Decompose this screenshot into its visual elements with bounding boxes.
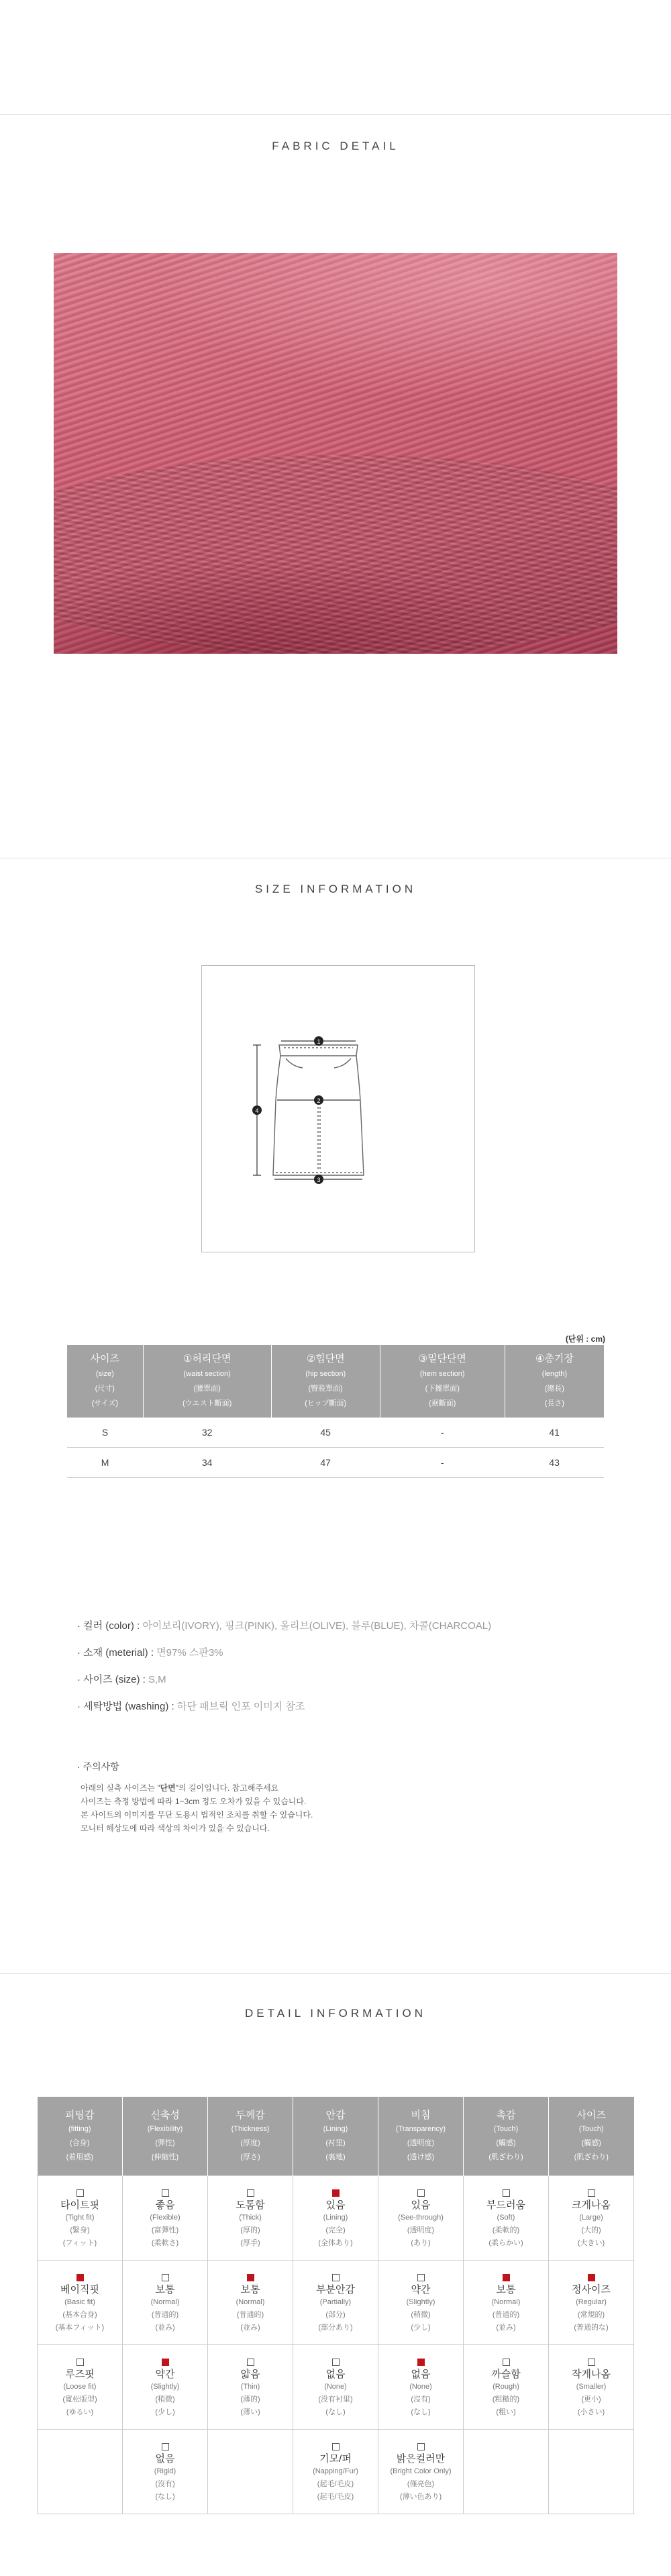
size-table-header <box>67 1345 604 1418</box>
detail-option: 부드러움 (Soft) (柔軟的) (柔らかい) <box>464 2176 549 2261</box>
detail-table-header <box>38 2097 634 2176</box>
header-cell: ②힙단면 (hip section) (臀股單面) (ヒップ斷面) <box>271 1345 380 1418</box>
detail-option: 얇음 (Thin) (薄的) (薄い) <box>208 2345 293 2430</box>
unit-label: (단위 : cm) <box>565 1334 605 1344</box>
notice-text: 아래의 실측 사이즈는 "단면"의 길이입니다. 참고해주세요 사이즈는 측정 방법에 따라 1~3cm 정도 오차가 있을 수 있습니다. 본 사이트의 이미지를 무단 도용시 법적인 조치를 취할 수 있습니다. 모니터 해상도에 따라 색상의 차이가 있을 수 있습니다. <box>81 1783 313 1833</box>
detail-option: 좋음 (Flexible) (富彈性) (柔軟さ) <box>123 2176 208 2261</box>
detail-option: 크게나옴 (Large) (大的) (大きい) <box>549 2176 634 2261</box>
checkbox-icon <box>588 2359 595 2366</box>
detail-option: 있음 (Lining) (完全) (全体あり) <box>293 2176 378 2261</box>
divider <box>0 1973 671 1974</box>
checked-box-icon <box>417 2359 425 2366</box>
checkbox-icon <box>76 2359 84 2366</box>
skirt-diagram-icon <box>202 966 474 1252</box>
table-row <box>38 2430 634 2514</box>
color-info: · 컬러 (color) : 아이보리(IVORY), 핑크(PINK), 올리브(OLIVE), 블루(BLUE), 차콜(CHARCOAL) <box>77 1620 492 1632</box>
detail-option: 약간 (Slightly) (稍微) (少し) <box>123 2345 208 2430</box>
svg-text:2: 2 <box>317 1097 321 1104</box>
header-cell: 촉감 (Touch) (觸感) (肌ざわり) <box>464 2097 549 2176</box>
detail-option: 보통 (Normal) (普通的) (並み) <box>464 2261 549 2345</box>
checked-box-icon <box>162 2359 169 2366</box>
header-cell: 두께감 (Thickness) (厚度) (厚さ) <box>208 2097 293 2176</box>
header-cell: ①허리단면 (waist section) (腰單面) (ウエスト斷面) <box>143 1345 271 1418</box>
detail-option: 베이직핏 (Basic fit) (基本合身) (基本フィット) <box>38 2261 123 2345</box>
svg-text:3: 3 <box>317 1177 321 1183</box>
header-cell: 사이즈 (Touch) (觸感) (肌ざわり) <box>549 2097 634 2176</box>
header-cell: 비침 (Transparency) (透明度) (透け感) <box>378 2097 464 2176</box>
table-row <box>38 2176 634 2261</box>
detail-option: 정사이즈 (Regular) (常規的) (普通的な) <box>549 2261 634 2345</box>
empty-cell <box>208 2430 293 2514</box>
detail-option: 타이트핏 (Tight fit) (緊身) (フィット) <box>38 2176 123 2261</box>
table-row: M 34 47 - 43 <box>67 1448 604 1478</box>
detail-option: 보통 (Normal) (普通的) (並み) <box>123 2261 208 2345</box>
svg-text:4: 4 <box>255 1107 259 1114</box>
detail-option: 까슬함 (Rough) (粗糙的) (粗い) <box>464 2345 549 2430</box>
checked-box-icon <box>503 2274 510 2281</box>
checkbox-icon <box>417 2274 425 2281</box>
detail-option: 루즈핏 (Loose fit) (寬松版型) (ゆるい) <box>38 2345 123 2430</box>
divider <box>0 114 671 115</box>
detail-option: 작게나옴 (Smaller) (更小) (小さい) <box>549 2345 634 2430</box>
checkbox-icon <box>503 2359 510 2366</box>
fabric-detail-title: FABRIC DETAIL <box>272 140 399 152</box>
checkbox-icon <box>162 2189 169 2197</box>
detail-option: 없음 (None) (没有衬里) (なし) <box>293 2345 378 2430</box>
notice-title: · 주의사항 <box>77 1761 119 1772</box>
checkbox-icon <box>162 2274 169 2281</box>
header-cell: ③밑단단면 (hem section) (下擺單面) (裾斷面) <box>380 1345 505 1418</box>
detail-option: 없음 (None) (沒有) (なし) <box>378 2345 464 2430</box>
detail-information-title: DETAIL INFORMATION <box>244 2007 427 2020</box>
table-row: S 32 45 - 41 <box>67 1418 604 1448</box>
header-cell: 피팅감 (fitting) (合身) (着用感) <box>38 2097 123 2176</box>
detail-option: 밝은컬러만 (Bright Color Only) (僅亮色) (薄い色あり) <box>378 2430 464 2514</box>
washing-info: · 세탁방법 (washing) : 하단 패브릭 인포 이미지 참조 <box>77 1701 305 1712</box>
detail-option: 부분안감 (Partially) (部分) (部分あり) <box>293 2261 378 2345</box>
header-cell: 신축성 (Flexibility) (彈性) (伸縮性) <box>123 2097 208 2176</box>
header-cell: ④총기장 (length) (總長) (長さ) <box>505 1345 604 1418</box>
size-diagram <box>201 965 475 1252</box>
empty-cell <box>549 2430 634 2514</box>
size-information-title: SIZE INFORMATION <box>254 883 417 895</box>
checkbox-icon <box>247 2189 254 2197</box>
checkbox-icon <box>417 2189 425 2197</box>
checkbox-icon <box>417 2443 425 2450</box>
detail-option: 기모/퍼 (Napping/Fur) (起毛/毛皮) (起毛/毛皮) <box>293 2430 378 2514</box>
detail-option: 약간 (Slightly) (稍微) (少し) <box>378 2261 464 2345</box>
checkbox-icon <box>247 2359 254 2366</box>
size-info: · 사이즈 (size) : S,M <box>77 1674 166 1685</box>
size-table <box>67 1345 604 1478</box>
checkbox-icon <box>162 2443 169 2450</box>
empty-cell <box>38 2430 123 2514</box>
checkbox-icon <box>503 2189 510 2197</box>
checked-box-icon <box>332 2189 340 2197</box>
detail-table <box>37 2097 634 2514</box>
checkbox-icon <box>332 2443 340 2450</box>
checkbox-icon <box>76 2189 84 2197</box>
checkbox-icon <box>332 2274 340 2281</box>
checked-box-icon <box>76 2274 84 2281</box>
svg-text:1: 1 <box>317 1038 321 1045</box>
table-row <box>38 2345 634 2430</box>
detail-option: 보통 (Normal) (普通的) (並み) <box>208 2261 293 2345</box>
detail-option: 있음 (See-through) (透明度) (あり) <box>378 2176 464 2261</box>
empty-cell <box>464 2430 549 2514</box>
material-info: · 소재 (meterial) : 면97% 스판3% <box>77 1647 223 1658</box>
detail-option: 도톰함 (Thick) (厚的) (厚手) <box>208 2176 293 2261</box>
checkbox-icon <box>332 2359 340 2366</box>
fabric-photo <box>54 253 617 654</box>
header-cell: 안감 (Lining) (衬里) (裏地) <box>293 2097 378 2176</box>
checked-box-icon <box>247 2274 254 2281</box>
detail-option: 없음 (Rigid) (沒有) (なし) <box>123 2430 208 2514</box>
table-row <box>38 2261 634 2345</box>
checkbox-icon <box>588 2189 595 2197</box>
header-cell: 사이즈 (size) (尺寸) (サイズ) <box>67 1345 143 1418</box>
checked-box-icon <box>588 2274 595 2281</box>
